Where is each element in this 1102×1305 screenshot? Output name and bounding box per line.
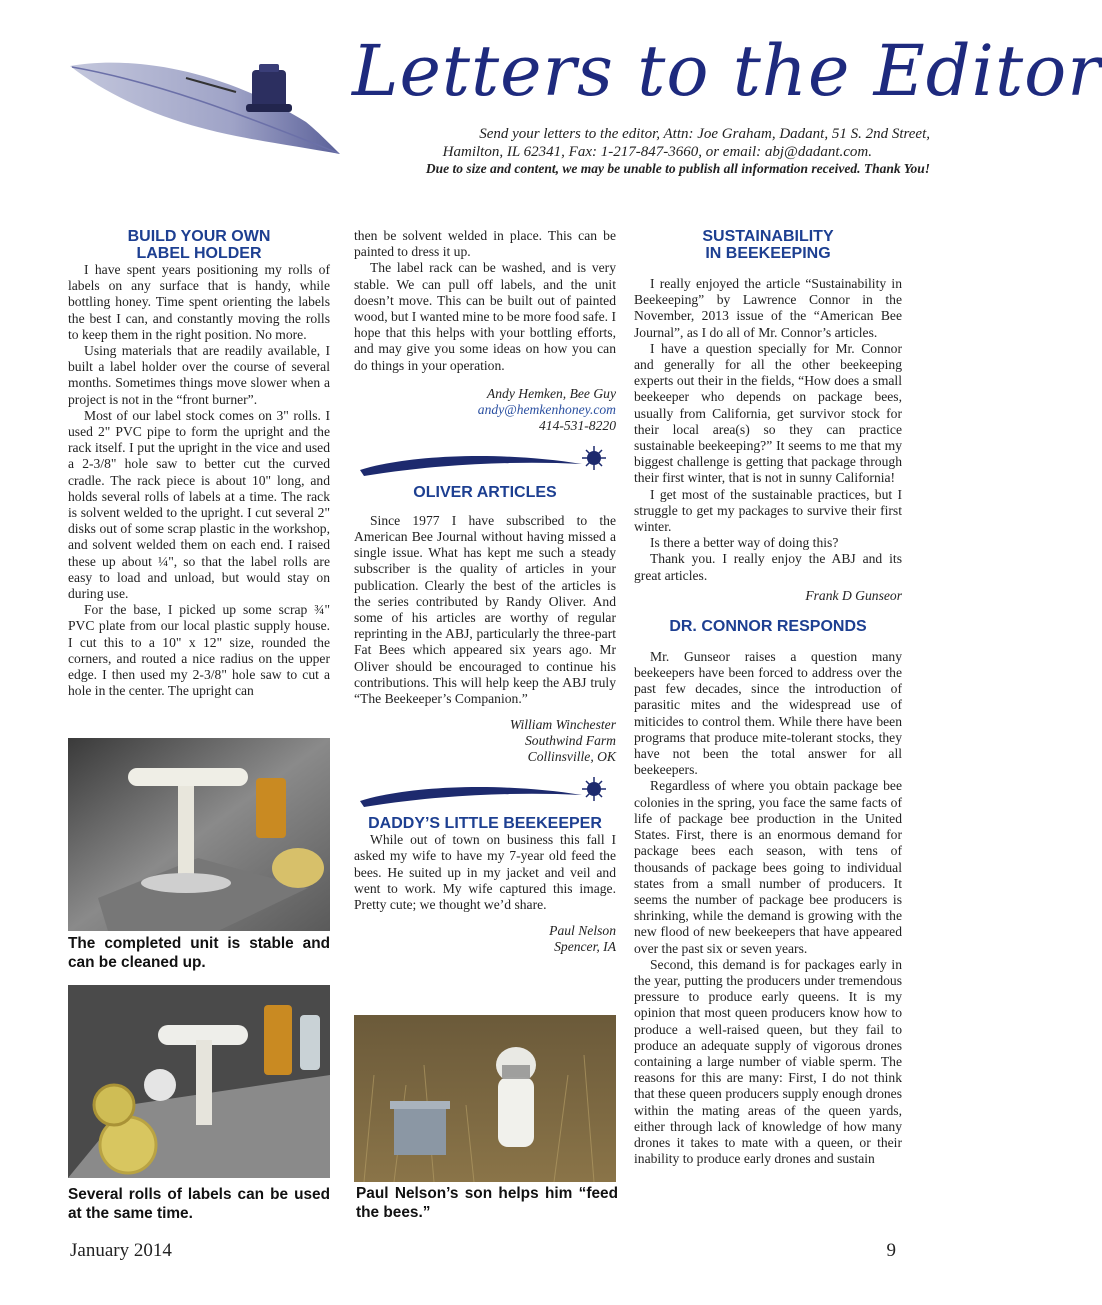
signature-name: Andy Hemken, Bee Guy — [486, 385, 616, 401]
column-3 — [634, 228, 902, 1167]
photo-label-rolls — [68, 985, 330, 1178]
heading-oliver-articles: OLIVER ARTICLES — [413, 483, 557, 501]
page-number: 9 — [886, 1240, 896, 1261]
paragraph: Most of our label stock comes on 3" rolls. I used 2" PVC pipe to form the upright and the rack itself. I put the upright in the vice and used a 2-3/8" hole saw to better cut the curved cradle. The rack piece is about 10" long, and holds several rolls of labels at a time. The rack is solvent welded to the upright. I cut several 2" disks out of some scrap plastic in the workshop, and solvent welded them on each end. I raised these up about ¼", so that the label rolls are easy to load and unload, but would stay on during use. — [68, 407, 330, 602]
heading-sustainability-1: SUSTAINABILITY — [702, 228, 834, 245]
signature-name: Paul Nelson — [549, 923, 616, 939]
signature-place: Spencer, IA — [554, 939, 616, 955]
paragraph: I have a question specially for Mr. Connor and generally for all the other beekeeping experts out their in the fields, “How does a small beekeeper who depends on package bees, usually from California, get survivor stock for their local area(s) so they can practice sustainable beekeeping?” It seems to me that my biggest challenge is getting that package through their first winter, that is not in sunny California! — [634, 340, 902, 486]
quill-and-inkwell-icon — [66, 52, 366, 162]
paragraph: Second, this demand is for packages early in the year, putting the producers under tremendous pressure to produce early queens. It is my opinion that most queen producers know how to produce a well-raised queen, but they fail to produce an adequate supply of vigorous drones containing a large number of viable sperm. The reasons for this are many: First, I do not think that these queen producers supply enough drones within the mating areas of the queen yards, either through lack of knowledge of how many drones it takes to mate with a queen, or their inability to produce early drones and sustain — [634, 956, 902, 1167]
signature-org: Southwind Farm — [524, 733, 616, 749]
photo-little-beekeeper — [354, 1015, 616, 1182]
issue-date: January 2014 — [70, 1240, 172, 1261]
photo-completed-unit — [68, 738, 330, 931]
signature-phone: 414-531-8220 — [538, 417, 616, 433]
signature-name: William Winchester — [509, 717, 616, 733]
paragraph: Since 1977 I have subscribed to the American Bee Journal without having missed a single issue. What has kept me such a steady subscriber is the quality of articles in your publication. Clearly the best of the articles is the series contributed by Randy Oliver. And some of his articles are worthy of regular reprinting in the ABJ, particularly the three-part Fat Bees which appeared six years ago. Mr Oliver should be encouraged to continue his contributions. This will help keep the ABJ truly “The Beekeeper’s Companion.” — [354, 512, 616, 707]
divider-swoosh-icon — [354, 775, 616, 809]
paragraph: I really enjoyed the article “Sustainability in Beekeeping” by Lawrence Connor in the November, 2013 issue of the “American Bee Journal”, as I do all of Mr. Connor’s articles. — [634, 276, 902, 340]
disclaimer-line: Due to size and content, we may be unable to publish all information received. Thank You! — [425, 161, 930, 176]
paragraph: Regardless of where you obtain package bee colonies in the spring, you face the same facts of life of package bee production in the United States. First, there is an enormous demand for package bees each season, with tens of thousands of package bees going to individual states from a small number of producers. It seems the number of package bee producers is shrinking, while the demand is growing with the new flood of new beekeepers that have appeared over the past six or seven years. — [634, 778, 902, 956]
column-2 — [354, 228, 616, 955]
paragraph: Thank you. I really enjoy the ABJ and its great articles. — [634, 551, 902, 583]
paragraph: While out of town on business this fall I asked my wife to have my 7-year old feed the bees. He suited up in my jacket and veil and went to work. My wife captured this image. Pretty cute; we thought we’d share. — [354, 832, 616, 913]
photo-caption: The completed unit is stable and can be cleaned up. — [68, 935, 330, 971]
paragraph: For the base, I picked up some scrap ¾" PVC plate from our local plastic supply house. I cut this to a 10" x 12" size, rounded the corners, and routed a nice radius on the upper edge. I then used my 2-3/8" hole saw to cut a hole in the center. The upright can — [68, 602, 330, 699]
heading-sustainability-2: IN BEEKEEPING — [705, 245, 831, 262]
photo-caption: Several rolls of labels can be used at the same time. — [68, 1186, 330, 1222]
signature-name: Frank D Gunseor — [805, 587, 902, 603]
photo-caption: Paul Nelson’s son helps him “feed the bees.” — [356, 1185, 618, 1221]
contact-line-2: Hamilton, IL 62341, Fax: 1-217-847-3660, or email: abj@dadant.com. — [442, 144, 872, 160]
masthead-header — [0, 0, 1102, 190]
heading-dr-connor-responds: DR. CONNOR RESPONDS — [669, 617, 867, 635]
page-title: Letters to the Editor — [352, 30, 1102, 112]
signature-place: Collinsville, OK — [527, 749, 616, 765]
column-1 — [68, 228, 330, 699]
paragraph: then be solvent welded in place. This can be painted to dress it up. — [354, 228, 616, 260]
paragraph: The label rack can be washed, and is very stable. We can pull off labels, and the unit doesn’t move. This can be built out of painted wood, but I wanted mine to be more food safe. I hope that this helps with your bottling efforts, and may give you some ideas on how you can do things in your operation. — [354, 260, 616, 373]
heading-label-holder-1: BUILD YOUR OWN — [127, 228, 271, 245]
divider-swoosh-icon — [354, 444, 616, 478]
paragraph: Is there a better way of doing this? — [650, 535, 839, 551]
paragraph: Using materials that are readily available, I built a label holder over the course of several months. Sometimes things move slower when a project is not in the “front burner”. — [68, 343, 330, 407]
heading-label-holder-2: LABEL HOLDER — [136, 245, 262, 262]
paragraph: Mr. Gunseor raises a question many beekeepers have been forced to address over the past few decades, since the introduction of parasitic mites and the widespread use of miticides to control them. While there have been programs that produce mite-tolerant stocks, they have not been the total answer for all beekeepers. — [634, 648, 902, 778]
paragraph: I have spent years positioning my rolls of labels on any surface that is handy, while bottling honey. Time spent orienting the labels the best I can, and constantly moving the rolls to keep them in the right position. No more. — [68, 262, 330, 342]
contact-line-1: Send your letters to the editor, Attn: Joe Graham, Dadant, 51 S. 2nd Street, — [479, 126, 930, 142]
signature-email[interactable]: andy@hemkenhoney.com — [477, 401, 616, 417]
paragraph: I get most of the sustainable practices, but I struggle to get my packages to survive their first winter. — [634, 486, 902, 535]
heading-daddys-little-beekeeper: DADDY’S LITTLE BEEKEEPER — [368, 815, 602, 833]
